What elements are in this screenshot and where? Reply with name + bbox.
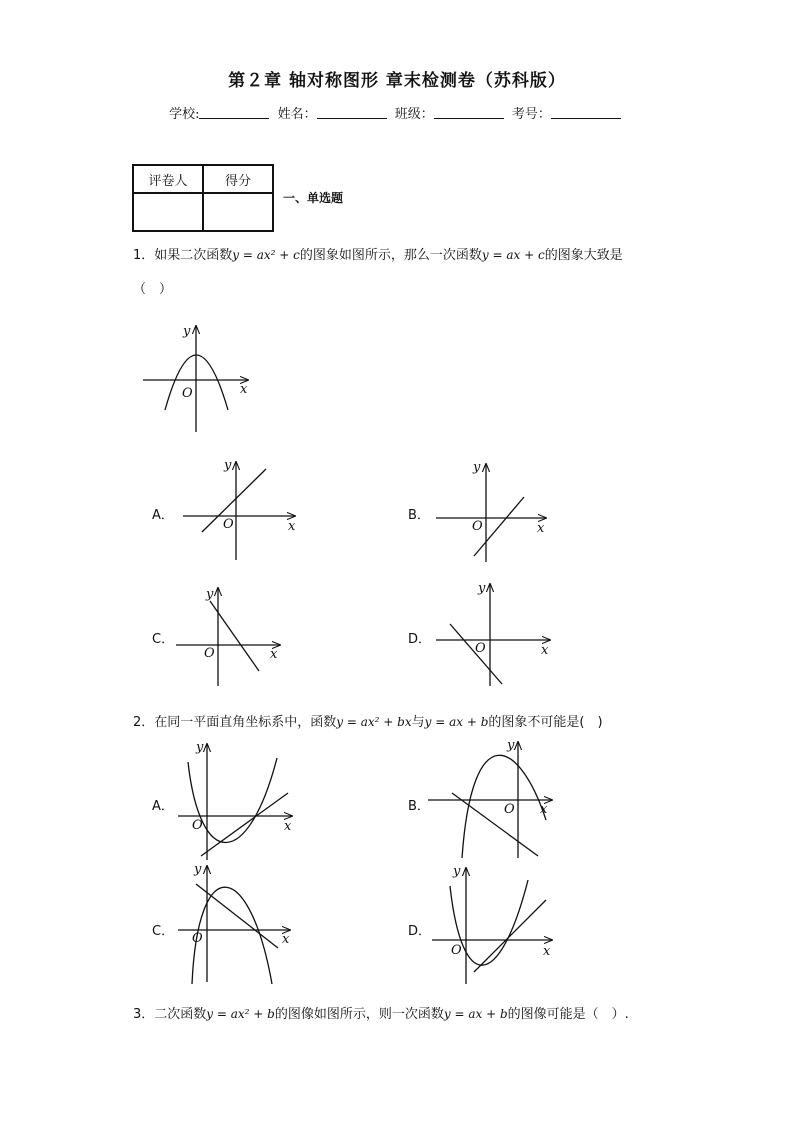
q2a-origin: O <box>192 818 203 833</box>
q1-formula-2: y = ax + c <box>481 248 545 262</box>
q3-text-2: 的图像如图所示，则一次函数 <box>274 1007 444 1022</box>
section-title: 一、单选题 <box>283 191 344 205</box>
q1-option-c-label[interactable]: C． <box>152 632 175 647</box>
exam-no-label: 考号： <box>511 107 551 122</box>
q1c-origin: O <box>204 646 215 661</box>
q1-fig-origin: O <box>182 386 193 401</box>
q1d-x-label: x <box>541 643 549 658</box>
q2-text-2: 与 <box>411 715 425 730</box>
q1b-y-label: y <box>473 460 481 475</box>
q3-number: 3． <box>133 1007 155 1022</box>
q2b-y-label: y <box>507 738 515 753</box>
q1c-y-label: y <box>206 587 214 602</box>
q2-option-d-label[interactable]: D． <box>408 924 432 939</box>
q2-text-1: 在同一平面直角坐标系中，函数 <box>154 715 337 730</box>
score-header: 得分 <box>203 165 273 193</box>
q3-formula-1: y = ax² + b <box>206 1007 275 1021</box>
q2d-origin: O <box>451 943 462 958</box>
q2b-origin: O <box>504 802 515 817</box>
q3-text-1: 二次函数 <box>154 1007 207 1022</box>
q1d-y-label: y <box>478 581 486 596</box>
q1-text-1: 如果二次函数 <box>154 248 233 263</box>
page-title: 第２章 轴对称图形 章末检测卷（苏科版） <box>228 71 566 91</box>
q1-option-c-graph[interactable] <box>176 588 280 686</box>
q1-fig-y-label: y <box>183 324 191 339</box>
q2-option-b-graph[interactable] <box>428 742 552 858</box>
q2c-origin: O <box>192 931 203 946</box>
q2c-x-label: x <box>282 932 290 947</box>
q2-option-a-graph[interactable] <box>178 744 292 860</box>
q1-text-2: 的图象如图所示，那么一次函数 <box>299 248 482 263</box>
q2b-x-label: x <box>540 802 548 817</box>
q1-number: 1． <box>133 248 155 263</box>
q2c-y-label: y <box>194 862 202 877</box>
question-3-text <box>133 1003 629 1022</box>
q1-parabola-figure <box>143 326 248 432</box>
q1a-origin: O <box>223 517 234 532</box>
q1-option-b-graph[interactable] <box>436 464 546 562</box>
q1c-x-label: x <box>270 647 278 662</box>
q2-formula-1: y = ax² + bx <box>336 715 412 729</box>
q2-option-c-label[interactable]: C． <box>152 924 175 939</box>
q1-fig-x-label: x <box>240 382 248 397</box>
q2d-y-label: y <box>453 864 461 879</box>
q2-option-a-label[interactable]: A． <box>152 799 174 814</box>
q2d-x-label: x <box>543 944 551 959</box>
q3-text-3: 的图像可能是（ ）. <box>507 1007 629 1022</box>
q3-formula-2: y = ax + b <box>443 1007 508 1021</box>
q1-option-d-label[interactable]: D． <box>408 632 432 647</box>
q2-option-c-graph[interactable] <box>178 866 290 984</box>
name-label: 姓名： <box>277 107 317 122</box>
q2-formula-2: y = ax + b <box>424 715 489 729</box>
q2a-x-label: x <box>284 819 292 834</box>
q1-option-b-label[interactable]: B． <box>408 508 430 523</box>
q1-option-a-label[interactable]: A． <box>152 508 174 523</box>
question-2-text <box>133 711 603 730</box>
q1a-y-label: y <box>224 458 232 473</box>
q1-option-d-graph[interactable] <box>436 584 550 686</box>
reviewer-header: 评卷人 <box>133 165 203 193</box>
school-label: 学校: <box>169 107 200 122</box>
q1a-x-label: x <box>288 519 296 534</box>
q1-option-a-graph[interactable] <box>183 462 295 560</box>
q1-answer-paren: （ ） <box>133 282 173 297</box>
q1-formula-1: y = ax² + c <box>232 248 300 262</box>
q2-text-3: 的图象不可能是( ) <box>488 715 603 730</box>
q1b-x-label: x <box>537 521 545 536</box>
q2-option-b-label[interactable]: B． <box>408 799 430 814</box>
class-label: 班级： <box>394 107 434 122</box>
q1d-origin: O <box>475 641 486 656</box>
q1b-origin: O <box>472 519 483 534</box>
q2-number: 2． <box>133 715 155 730</box>
q2-option-d-graph[interactable] <box>432 868 552 984</box>
q1-text-3: 的图象大致是 <box>544 248 623 263</box>
q2a-y-label: y <box>196 740 204 755</box>
